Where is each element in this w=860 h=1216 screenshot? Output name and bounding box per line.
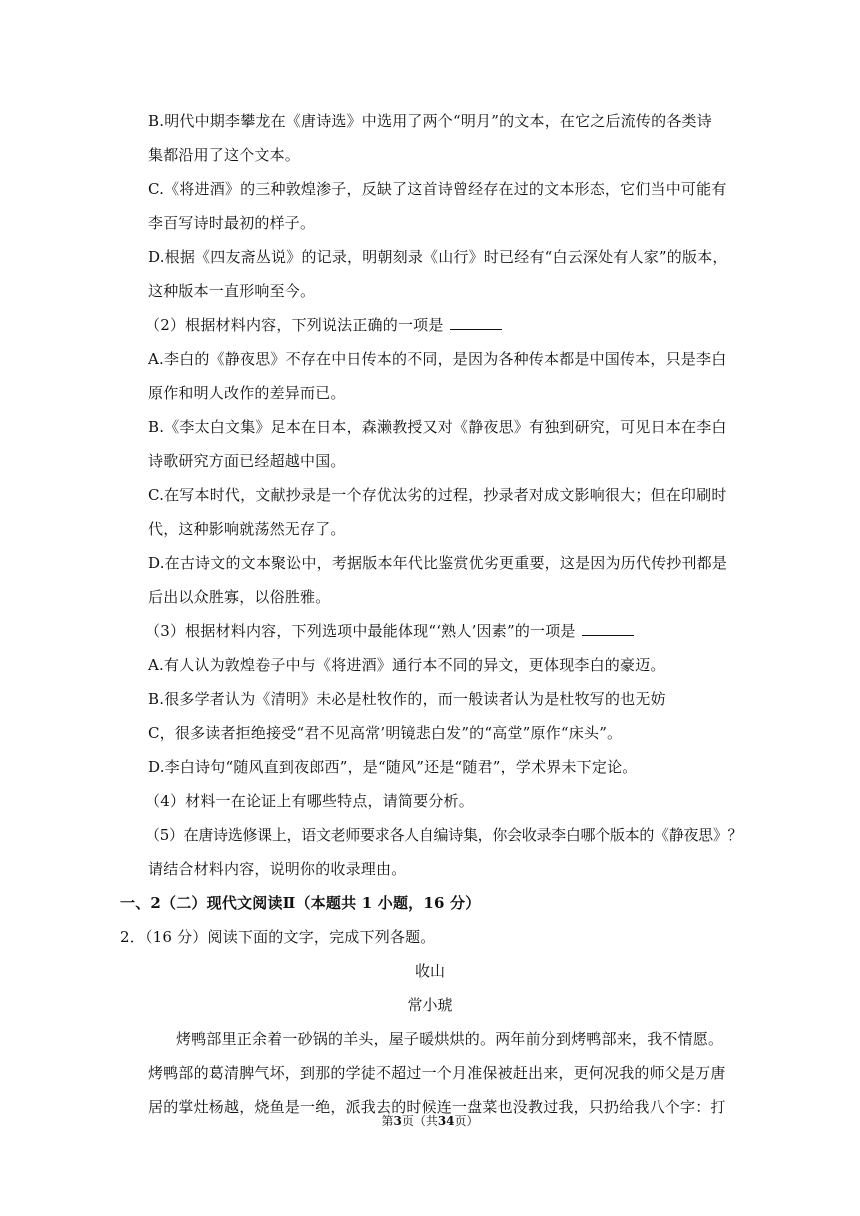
section-heading: 一、2（二）现代文阅读Ⅱ（本题共 1 小题，16 分） [120,894,481,912]
q1-option-c-line2: 李百写诗时最初的样子。 [148,214,316,232]
q2-option-c-line2: 代，这种影响就荡然无存了。 [148,520,346,538]
q2-option-d-line1: D.在古诗文的文本聚讼中，考据版本年代比鉴赏优劣更重要，这是因为历代传抄刊都是 [148,554,728,572]
q5-stem-line1: （5）在唐诗选修课上，语文老师要求各人自编诗集，你会收录李白哪个版本的《静夜思》？ [145,826,743,844]
q2-option-c-line1: C.在写本时代，文献抄录是一个存优汰劣的过程，抄录者对成文影响很大；但在印刷时 [148,486,727,504]
q2-option-a-line2: 原作和明人改作的差异而已。 [148,384,346,402]
q2-option-b-line2: 诗歌研究方面已经超越中国。 [148,452,346,470]
q1-option-d-line1: D.根据《四友斋丛说》的记录，明朝刻录《山行》时已经有“白云深处有人家”的版本， [148,248,728,266]
passage-paragraph-line3: 居的掌灶杨越，烧鱼是一绝，派我去的时候连一盘菜也没教过我，只扔给我八个字：打 [148,1098,726,1116]
passage-title: 收山 [414,962,445,980]
q2-option-a-line1: A.李白的《静夜思》不存在中日传本的不同，是因为各种传本都是中国传本，只是李白 [148,350,727,368]
q2-option-b-line1: B.《李太白文集》足本在日本，森濑教授又对《静夜思》有独到研究，可见日本在李白 [148,418,727,436]
q2-stem [145,315,502,335]
q3-answer-blank[interactable] [582,621,634,636]
footer-suffix: 页） [454,1114,479,1128]
q1-option-d-line2: 这种版本一直形响至今。 [148,282,316,300]
passage-paragraph-line2: 烤鸭部的葛清脾气坏，到那的学徒不超过一个月准保被赶出来，更何况我的师父是万唐 [148,1064,726,1082]
q3-option-b: B.很多学者认为《清明》未必是杜牧作的，而一般读者认为是杜牧写的也无妨 [148,690,666,708]
passage-author: 常小琥 [407,996,453,1014]
q4-stem: （4）材料一在论证上有哪些特点，请简要分析。 [145,792,474,810]
page-footer [0,1113,860,1129]
footer-prefix: 第 [381,1114,394,1128]
q2-answer-blank[interactable] [450,315,502,330]
q3-option-a: A.有人认为敦煌卷子中与《将进酒》通行本不同的异文，更体现李白的豪迈。 [148,656,666,674]
passage-paragraph-line1: 烤鸭部里正余着一砂锅的羊头，屋子暖烘烘的。两年前分到烤鸭部来，我不情愿。 [176,1030,724,1048]
q3-option-d: D.李白诗句“随风直到夜郎西”，是“随风”还是“随君”，学术界未下定论。 [148,758,638,776]
q3-stem-text: （3）根据材料内容，下列选项中最能体现“‘熟人’因素”的一项是 [145,622,576,640]
question2-stem: 2．（16 分）阅读下面的文字，完成下列各题。 [120,928,436,946]
q2-stem-text: （2）根据材料内容，下列说法正确的一项是 [145,316,444,334]
footer-page-number: 3 [393,1114,402,1128]
footer-middle: 页（共 [401,1114,438,1128]
q1-option-b-line1: B.明代中期李攀龙在《唐诗选》中选用了两个“明月”的文本，在它之后流传的各类诗 [148,112,712,130]
q3-option-c: C，很多读者拒绝接受“君不见高常’明镜悲白发”的“高堂”原作“床头”。 [148,724,623,742]
q2-option-d-line2: 后出以众胜寡，以俗胜雅。 [148,588,331,606]
footer-total-pages: 34 [437,1114,455,1128]
q3-stem [145,621,634,641]
q1-option-c-line1: C.《将进酒》的三种敦煌渗子，反缺了这首诗曾经存在过的文本形态，它们当中可能有 [148,180,727,198]
q5-stem-line2: 请结合材料内容，说明你的收录理由。 [148,860,407,878]
q1-option-b-line2: 集都沿用了这个文本。 [148,146,301,164]
